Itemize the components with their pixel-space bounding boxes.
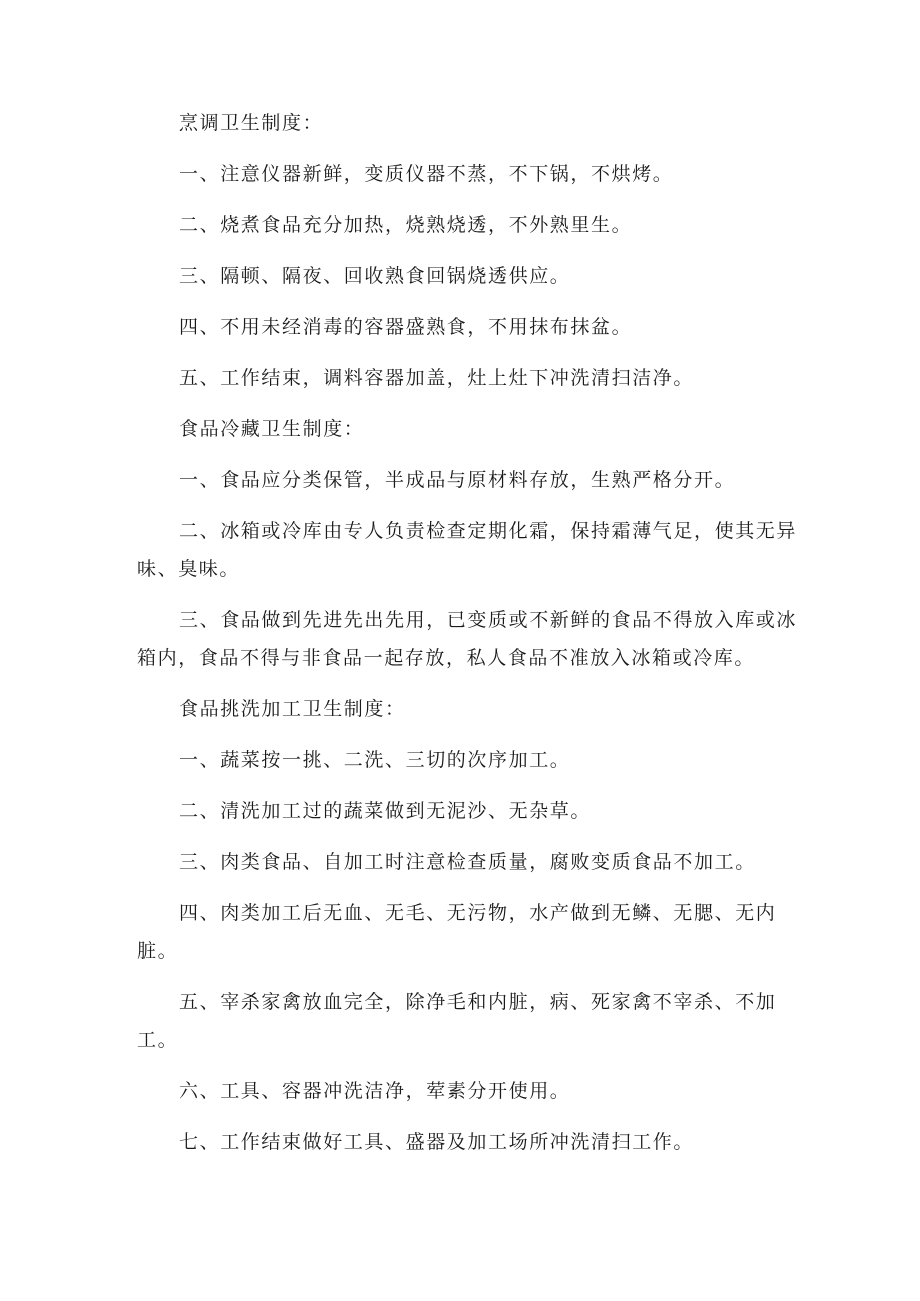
paragraph: 三、肉类食品、自加工时注意检查质量，腐败变质食品不加工。 (179, 851, 756, 873)
paragraph: 六、工具、容器冲洗洁净，荤素分开使用。 (179, 1080, 571, 1102)
paragraph: 一、蔬菜按一挑、二洗、三切的次序加工。 (179, 749, 571, 771)
section-heading-cooking: 烹调卫生制度： (179, 112, 324, 134)
paragraph: 五、工作结束，调料容器加盖，灶上灶下冲洗清扫洁净。 (179, 367, 695, 389)
paragraph: 一、食品应分类保管，半成品与原材料存放，生熟严格分开。 (179, 469, 736, 491)
section-heading-processing: 食品挑洗加工卫生制度： (179, 698, 406, 720)
document-body (137, 104, 797, 1174)
section-heading-cold-storage: 食品冷藏卫生制度： (179, 418, 365, 440)
paragraph: 五、宰杀家禽放血完全，除净毛和内脏，病、死家禽不宰杀、不加工。 (137, 991, 777, 1051)
paragraph: 七、工作结束做好工具、盛器及加工场所冲洗清扫工作。 (179, 1131, 695, 1153)
paragraph: 二、冰箱或冷库由专人负责检查定期化霜，保持霜薄气足，使其无异味、臭味。 (137, 520, 798, 580)
paragraph: 二、清洗加工过的蔬菜做到无泥沙、无杂草。 (179, 800, 592, 822)
paragraph: 一、注意仪器新鲜，变质仪器不蒸，不下锅，不烘烤。 (179, 163, 674, 185)
paragraph: 二、烧煮食品充分加热，烧熟烧透，不外熟里生。 (179, 214, 633, 236)
paragraph: 三、食品做到先进先出先用，已变质或不新鲜的食品不得放入库或冰箱内，食品不得与非食品一起存放，私人食品不准放入冰箱或冷库。 (137, 609, 798, 669)
paragraph: 四、肉类加工后无血、无毛、无污物，水产做到无鳞、无腮、无内脏。 (137, 902, 777, 962)
paragraph: 四、不用未经消毒的容器盛熟食，不用抹布抹盆。 (179, 316, 633, 338)
paragraph: 三、隔顿、隔夜、回收熟食回锅烧透供应。 (179, 265, 571, 287)
